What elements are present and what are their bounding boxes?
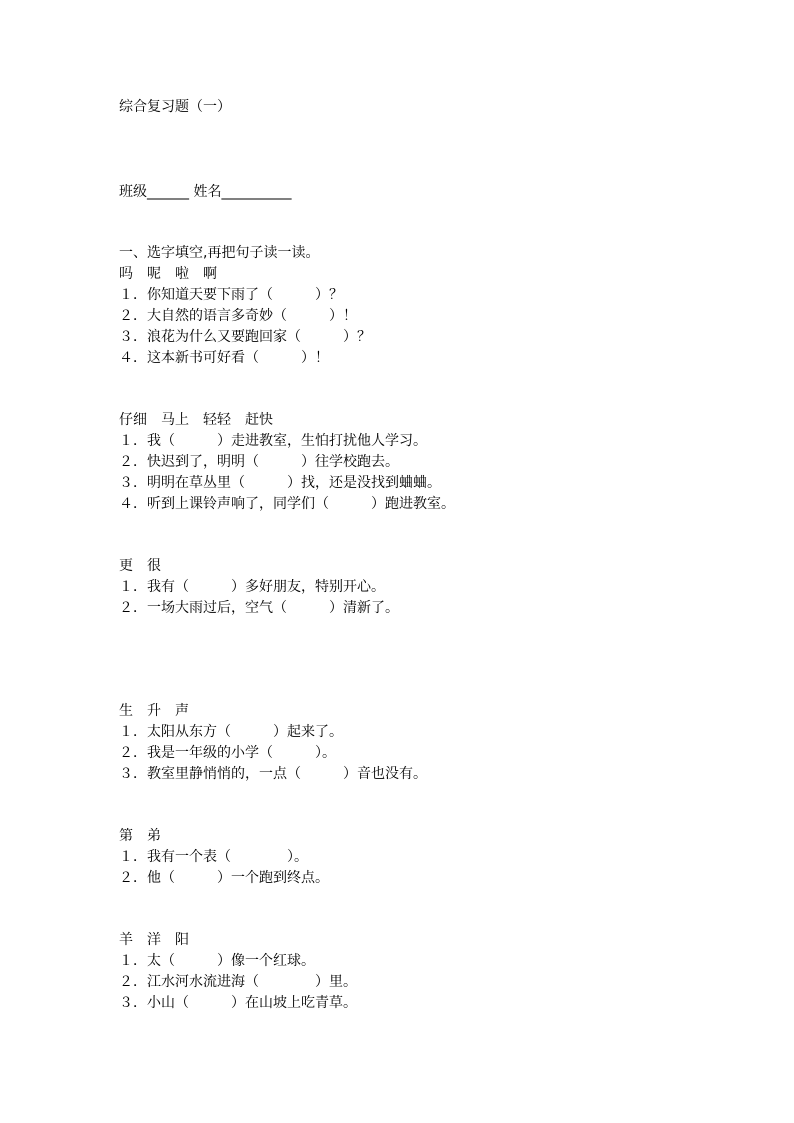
question-item: ２．江水河水流进海（ ）里。: [119, 974, 357, 990]
question-item: ４．听到上课铃声响了，同学们（ ）跑进教室。: [119, 496, 455, 512]
choice-words: 生 升 声: [119, 703, 189, 719]
question-item: １．你知道天要下雨了（ ）？: [119, 287, 343, 303]
question-item: ２．快迟到了，明明（ ）往学校跑去。: [119, 454, 399, 470]
question-item: ４．这本新书可好看（ ）！: [119, 350, 329, 366]
question-item: １．我有（ ）多好朋友，特别开心。: [119, 579, 385, 595]
question-item: １．太阳从东方（ ）起来了。: [119, 724, 343, 740]
choice-words: 羊 洋 阳: [119, 932, 189, 948]
page-title: 综合复习题（一）: [119, 99, 231, 115]
choice-words: 第 弟: [119, 828, 161, 844]
question-item: １．我（ ）走进教室，生怕打扰他人学习。: [119, 433, 427, 449]
question-item: １．我有一个表（ ）。: [119, 849, 308, 865]
choice-words: 吗 呢 啦 啊: [119, 266, 217, 282]
class-name-line: 班级______ 姓名__________: [119, 184, 292, 200]
question-item: ３．小山（ ）在山坡上吃青草。: [119, 995, 357, 1011]
question-item: ２．我是一年级的小学（ ）。: [119, 745, 336, 761]
question-item: ２．大自然的语言多奇妙（ ）！: [119, 308, 357, 324]
choice-words: 更 很: [119, 558, 161, 574]
question-item: ３．教室里静悄悄的，一点（ ）音也没有。: [119, 766, 427, 782]
question-item: １．太（ ）像一个红球。: [119, 953, 315, 969]
question-item: ３．浪花为什么又要跑回家（ ）？: [119, 329, 371, 345]
choice-words: 仔细 马上 轻轻 赶快: [119, 412, 273, 428]
question-item: ３．明明在草丛里（ ）找，还是没找到蛐蛐。: [119, 475, 441, 491]
question-item: ２．他（ ）一个跑到终点。: [119, 870, 329, 886]
section-heading: 一、选字填空,再把句子读一读。: [119, 245, 320, 261]
question-item: ２．一场大雨过后，空气（ ）清新了。: [119, 600, 399, 616]
